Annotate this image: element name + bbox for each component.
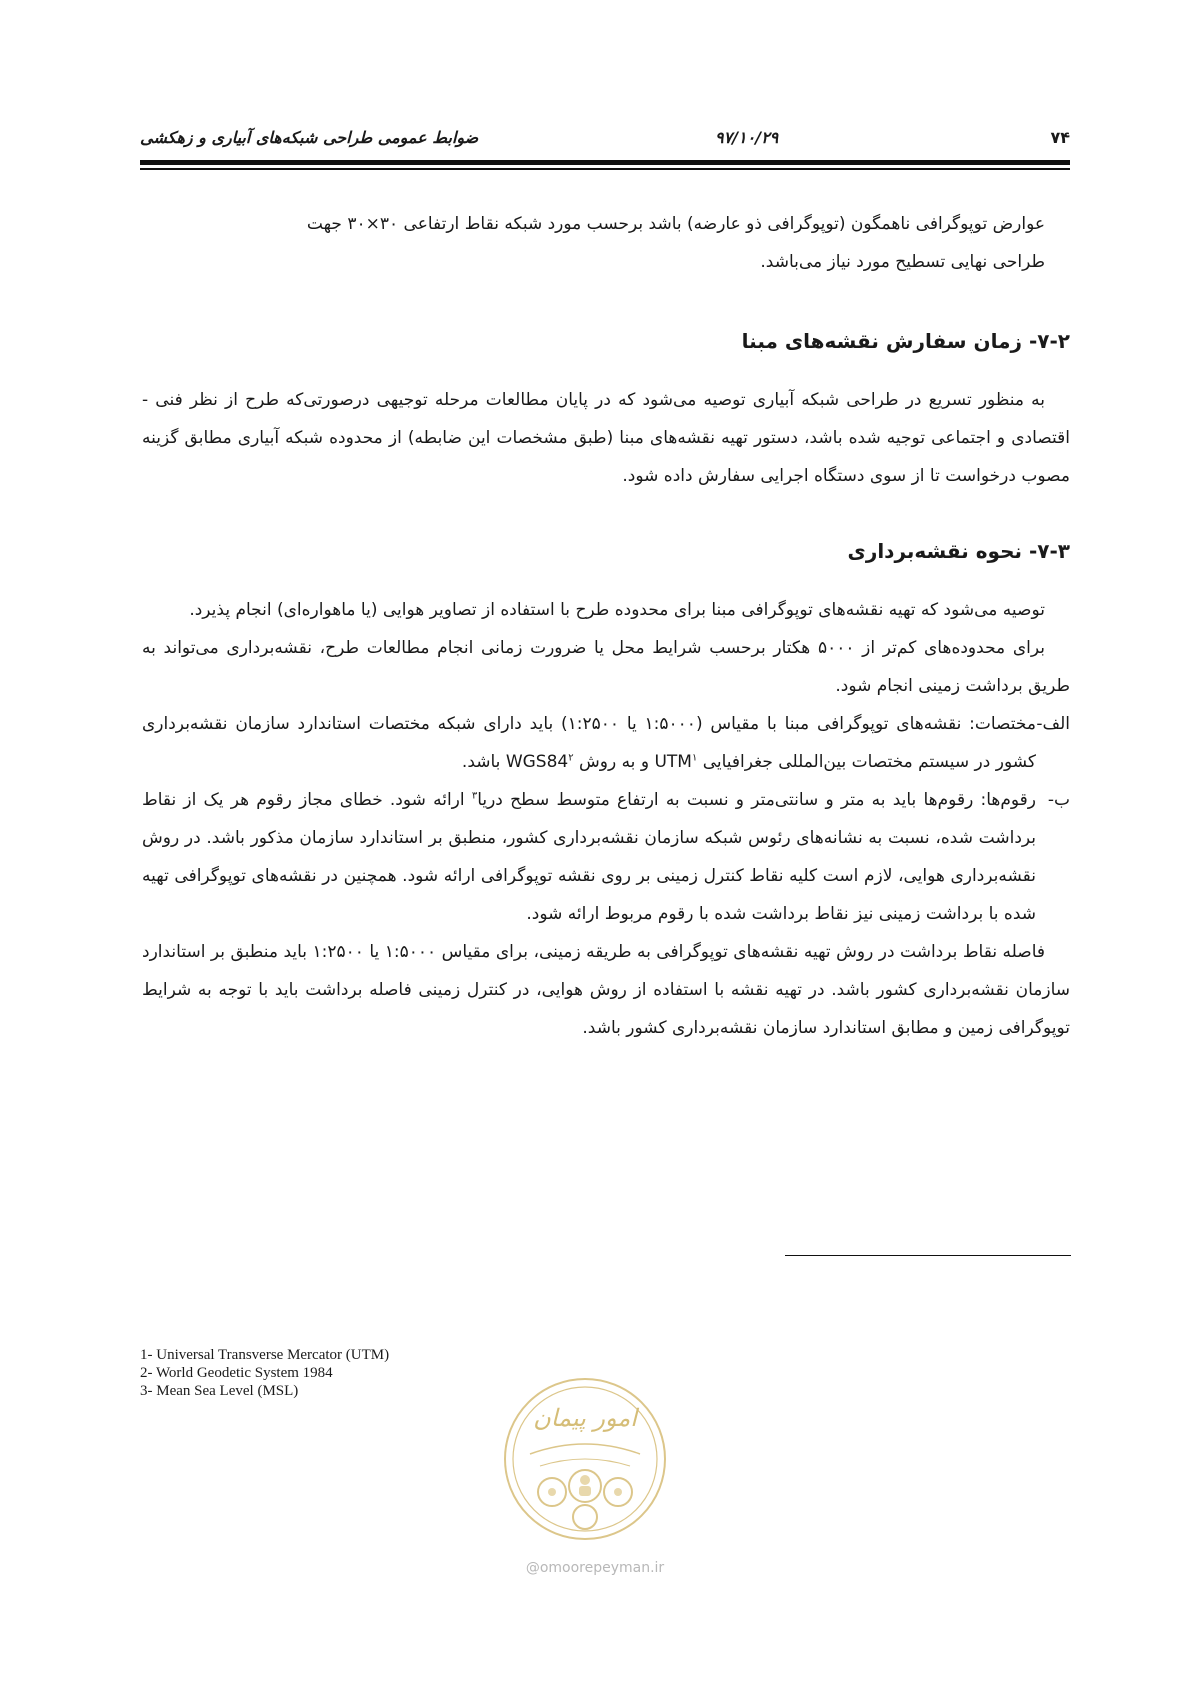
list-item-b (142, 781, 1070, 933)
section-7-3-paragraph-2: برای محدوده‌های کم‌تر از ۵۰۰۰ هکتار برحسب شرایط محل یا ضرورت زمانی انجام مطالعات طرح، نقشه‌برداری می‌تواند به طریق برداشت زمینی انجام شود. (142, 638, 1070, 696)
footnotes (140, 1346, 389, 1400)
footnote-separator (785, 1255, 1071, 1256)
list-item-b-text: رقوم‌ها: رقوم‌ها باید به متر و سانتی‌متر و نسبت به ارتفاع متوسط سطح دریا$^۳$ ارائه شود. خطای مجاز رقوم هر یک از نقاط برداشت شده، نسبت به نشانه‌های رئوس شبکه سازمان نقشه‌برداری کشور، منطبق بر استاندارد سازمان مذکور باشد. در روش نقشه‌برداری هوایی، لازم است کلیه نقاط کنترل زمینی بر روی نقشه توپوگرافی ارائه شود. همچنین در نقشه‌های توپوگرافی تهیه شده با برداشت زمینی نیز نقاط برداشت شده با رقوم مربوط ارائه شود. (142, 790, 1036, 924)
header-date: ۹۷/۱۰/۲۹ (715, 128, 779, 147)
section-heading-7-3: ۷-۳- نحوه نقشه‌برداری (847, 539, 1070, 563)
footnote-1: 1- Universal Transverse Mercator (UTM) (140, 1347, 390, 1363)
list-item-a (142, 705, 1070, 781)
seal-text: امور پیمان (533, 1404, 637, 1432)
list-marker-a: الف- (1036, 714, 1070, 734)
section-7-3-paragraph-1: توصیه می‌شود که تهیه نقشه‌های توپوگرافی مبنا برای محدوده طرح با استفاده از تصاویر هوایی (یا ماهواره‌ای) انجام پذیرد. (189, 600, 1045, 620)
intro-line-2: طراحی نهایی تسطیح مورد نیاز می‌باشد. (760, 252, 1045, 272)
section-7-2-paragraph: به منظور تسریع در طراحی شبکه آبیاری توصیه می‌شود که در پایان مطالعات مرحله توجیهی درصورتی‌که طرح از نظر فنی - اقتصادی و اجتماعی توجیه شده باشد، دستور تهیه نقشه‌های مبنا (طبق مشخصات این ضابطه) از محدوده شبکه آبیاری مطابق گزینه مصوب درخواست تا از سوی دستگاه اجرایی سفارش داده شود. (142, 390, 1070, 486)
watermark-seal-logo (500, 1374, 670, 1544)
list-marker-b: ب- (1047, 790, 1070, 810)
header-title: ضوابط عمومی طراحی شبکه‌های آبیاری و زهکشی (140, 128, 479, 147)
running-header (140, 128, 1070, 154)
header-rule-thin (140, 168, 1070, 170)
footnote-ref-3: ۳ (471, 790, 478, 802)
list-item-a-text: مختصات: نقشه‌های توپوگرافی مبنا با مقیاس (۱:۵۰۰۰ یا ۱:۲۵۰۰) باید دارای شبکه مختصات استاندارد سازمان نقشه‌برداری کشور در سیستم مختصات بین‌المللی جغرافیایی UTM$^۱$ و به روش $WGS84^۲$ باشد. (142, 714, 1036, 772)
section-7-3-paragraph-3: فاصله نقاط برداشت در روش تهیه نقشه‌های توپوگرافی به طریقه زمینی، برای مقیاس ۱:۵۰۰۰ یا ۱:۲۵۰۰ باید منطبق بر استاندارد سازمان نقشه‌برداری کشور باشد. در تهیه نقشه با استفاده از روش هوایی، در کنترل زمینی فاصله برداشت باید با توجه به شرایط توپوگرافی زمین و مطابق استاندارد سازمان نقشه‌برداری کشور باشد. (142, 942, 1070, 1038)
intro-line-1: عوارض توپوگرافی ناهمگون (توپوگرافی ذو عارضه) باشد برحسب مورد شبکه نقاط ارتفاعی ۳۰×۳۰ جهت (306, 214, 1045, 234)
footnote-3: 3- Mean Sea Level (MSL) (140, 1383, 299, 1399)
header-rule-thick (140, 160, 1070, 165)
page-number: ۷۴ (1050, 128, 1070, 147)
watermark-url: @omoorepeyman.ir (525, 1560, 665, 1576)
section-heading-7-2: ۷-۲- زمان سفارش نقشه‌های مبنا (741, 329, 1070, 353)
footnote-2: 2- World Geodetic System 1984 (140, 1365, 333, 1381)
footnote-ref-1: ۱ (691, 752, 698, 764)
page-body (142, 205, 1070, 1047)
footnote-ref-2: ۲ (568, 752, 574, 764)
